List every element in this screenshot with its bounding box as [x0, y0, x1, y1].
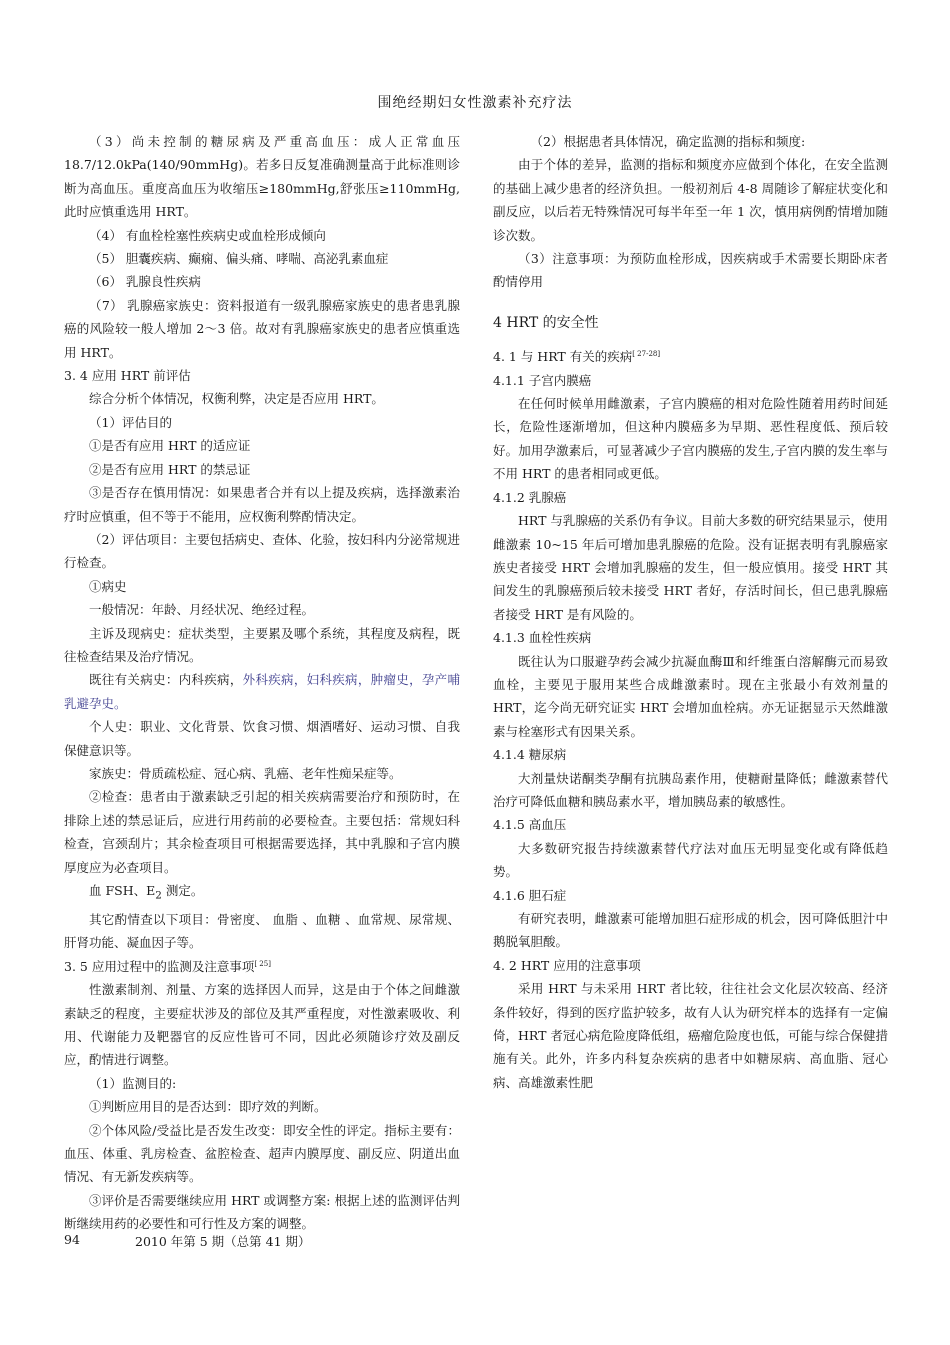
- paragraph: （3）尚未控制的糖尿病及严重高血压：成人正常血压18.7/12.0kPa(140/90mmHg)。若多日反复准确测量高于此标准则诊断为高血压。重度高血压为收缩压≥180mmHg,舒张压≥110mmHg,此时应慎重选用 HRT。: [64, 134, 460, 220]
- paragraph: （1）监测目的:: [89, 1075, 177, 1091]
- section-heading-text: 3. 5 应用过程中的监测及注意事项: [64, 958, 255, 974]
- paragraph: 由于个体的差异，监测的指标和频度亦应做到个体化，在安全监测的基础上减少患者的经济负担。一般初剂后 4-8 周随诊了解症状变化和副反应，以后若无特殊情况可每半年至一年 1 次，慎用病例酌情增加随诊次数。: [493, 157, 888, 243]
- citation-ref: [ 27-28]: [632, 350, 661, 359]
- subscript: 2: [155, 889, 162, 902]
- paragraph: 主诉及现病史：症状类型，主要累及哪个系统，其程度及病程，既往检查结果及治疗情况。: [64, 625, 460, 664]
- paragraph: [64, 668, 460, 715]
- paragraph: ①判断应用目的是否达到：即疗效的判断。: [89, 1099, 327, 1115]
- paragraph: 性激素制剂、剂量、方案的选择因人而异，这是由于个体之间雌激素缺乏的程度，主要症状涉及的部位及其严重程度，对性激素吸收、利用、代谢能力及靶器官的反应性皆可不同，因此必须随诊疗效及副反应，酌情进行调整。: [64, 982, 460, 1068]
- paragraph: ③是否存在慎用情况：如果患者合并有以上提及疾病，选择激素治疗时应慎重，但不等于不能用，应权衡利弊酌情决定。: [64, 485, 460, 524]
- subsection-heading: 4.1.6 胆石症: [493, 887, 567, 903]
- paragraph: ②检查：患者由于激素缺乏引起的相关疾病需要治疗和预防时，在排除上述的禁忌证后，应进行用药前的必要检查。主要包括：常规妇科检查，宫颈刮片；其余检查项目可根据需要选择，其中乳腺和子宫内膜厚度应为必查项目。: [64, 789, 460, 875]
- subsection-heading: 4.1.3 血栓性疾病: [493, 630, 592, 646]
- subsection-heading: 4.1.4 糖尿病: [493, 747, 567, 763]
- paragraph-text-highlight: 外科疾病，妇科疾病，肿瘤史，孕产哺乳避孕史。: [64, 672, 460, 711]
- paragraph: 有研究表明，雌激素可能增加胆石症形成的机会，因可降低胆汁中鹅脱氧胆酸。: [493, 911, 888, 950]
- paragraph: （2）根据患者具体情况，确定监测的指标和频度:: [530, 134, 806, 149]
- section-heading: 4. 2 HRT 应用的注意事项: [493, 957, 641, 973]
- paragraph: ①病史: [89, 578, 127, 594]
- paragraph: （7） 乳腺癌家族史：资料报道有一级乳腺癌家族史的患者患乳腺癌的风险较一般人增加 2～3 倍。故对有乳腺癌家族史的患者应慎重选用 HRT。: [64, 297, 460, 360]
- paragraph: 采用 HRT 与未采用 HRT 者比较，往往社会文化层次较高、经济条件较好，得到的医疗监护较多，故有人认为研究样本的选择有一定偏倚，HRT 者冠心病危险度降低组，癌瘤危险度也低，可能与综合保健措施有关。此外，许多内科复杂疾病的患者中如糖尿病、高血脂、冠心病、高雄激素性肥: [493, 981, 888, 1090]
- paragraph: （2）评估项目：主要包括病史、查体、化验，按妇科内分泌常规进行检查。: [64, 531, 460, 571]
- subsection-heading: 4.1.5 高血压: [493, 817, 567, 833]
- right-column: [493, 130, 888, 1094]
- section-heading: 3. 4 应用 HRT 前评估: [64, 368, 191, 384]
- paragraph-text: 测定。: [161, 883, 204, 898]
- paragraph: 大剂量炔诺酮类孕酮有抗胰岛素作用，使糖耐量降低；雌激素替代治疗可降低血糖和胰岛素水平，增加胰岛素的敏感性。: [493, 770, 888, 809]
- section-heading-text: 4. 1 与 HRT 有关的疾病: [493, 349, 633, 365]
- paragraph: 个人史：职业、文化背景、饮食习惯、烟酒嗜好、运动习惯、自我保健意识等。: [64, 719, 460, 758]
- paragraph: （6） 乳腺良性疾病: [89, 274, 201, 290]
- subsection-heading: 4.1.2 乳腺癌: [493, 489, 567, 505]
- paragraph: 综合分析个体情况，权衡利弊，决定是否应用 HRT。: [89, 391, 384, 407]
- paragraph: ①是否有应用 HRT 的适应证: [89, 438, 251, 454]
- citation-ref: [ 25]: [254, 959, 271, 968]
- paragraph: （1）评估目的: [89, 414, 172, 430]
- paragraph: ③评价是否需要继续应用 HRT 或调整方案: 根据上述的监测评估判断继续用药的必要性和可行性及方案的调整。: [64, 1192, 460, 1232]
- section-heading: [64, 955, 460, 978]
- paragraph: 在任何时候单用雌激素，子宫内膜癌的相对危险性随着用药时间延长，危险性逐渐增加，但这种内膜癌多为早期、恶性程度低、预后较好。加用孕激素后，可显著减少子宫内膜癌的发生,子宫内膜的发生率与不用 HRT 的患者相同或更低。: [493, 396, 888, 482]
- paragraph: ②是否有应用 HRT 的禁忌证: [89, 461, 251, 477]
- paragraph: 家族史：骨质疏松症、冠心病、乳癌、老年性痴呆症等。: [89, 765, 402, 781]
- paragraph: （4） 有血栓栓塞性疾病史或血栓形成倾向: [89, 227, 326, 243]
- section-heading: [493, 345, 888, 368]
- paragraph: 其它酌情查以下项目：骨密度、 血脂 、血糖 、血常规、尿常规、肝肾功能、凝血因子等。: [64, 911, 460, 951]
- paragraph: （3）注意事项：为预防血栓形成，因疾病或手术需要长期卧床者酌情停用: [493, 251, 888, 290]
- left-column: [64, 130, 460, 1236]
- paragraph: HRT 与乳腺癌的关系仍有争议。目前大多数的研究结果显示，使用雌激素 10~15 年后可增加患乳腺癌的危险。没有证据表明有乳腺癌家族史者接受 HRT 会增加乳腺癌的发生，但一般应慎用。接受 HRT 其间发生的乳腺癌预后较未接受 HRT 者好，存活时间长，但已患乳腺癌者接受 HRT 是有风险的。: [493, 513, 888, 622]
- paragraph: [64, 879, 460, 908]
- issue-info: 2010 年第 5 期（总第 41 期）: [135, 1234, 311, 1249]
- page-number: 94: [64, 1232, 80, 1247]
- subsection-heading: 4.1.1 子宫内膜癌: [493, 372, 592, 388]
- paragraph: （5） 胆囊疾病、癫痫、偏头痛、哮喘、高泌乳素血症: [89, 251, 389, 267]
- paragraph: 既往认为口服避孕药会减少抗凝血酶Ⅲ和纤维蛋白溶解酶元而易致血栓，主要见于服用某些合成雌激素时。现在主张最小有效剂量的 HRT，迄今尚无研究证实 HRT 会增加血栓病。亦无证据显示天然雌激素与栓塞形式有因果关系。: [493, 653, 888, 739]
- paragraph: 大多数研究报告持续激素替代疗法对血压无明显变化或有降低趋势。: [493, 840, 888, 880]
- paragraph-text: 既往有关病史：内科疾病，: [89, 672, 243, 688]
- paragraph-text: 血 FSH、E: [89, 883, 156, 898]
- section-heading: 4 HRT 的安全性: [493, 314, 599, 331]
- paragraph: 一般情况：年龄、月经状况、绝经过程。: [89, 602, 315, 618]
- paragraph: ②个体风险/受益比是否发生改变：即安全性的评定。指标主要有：血压、体重、乳房检查、盆腔检查、超声内膜厚度、副反应、阴道出血情况、有无新发疾病等。: [64, 1122, 460, 1185]
- running-header: 围绝经期妇女性激素补充疗法: [377, 95, 573, 111]
